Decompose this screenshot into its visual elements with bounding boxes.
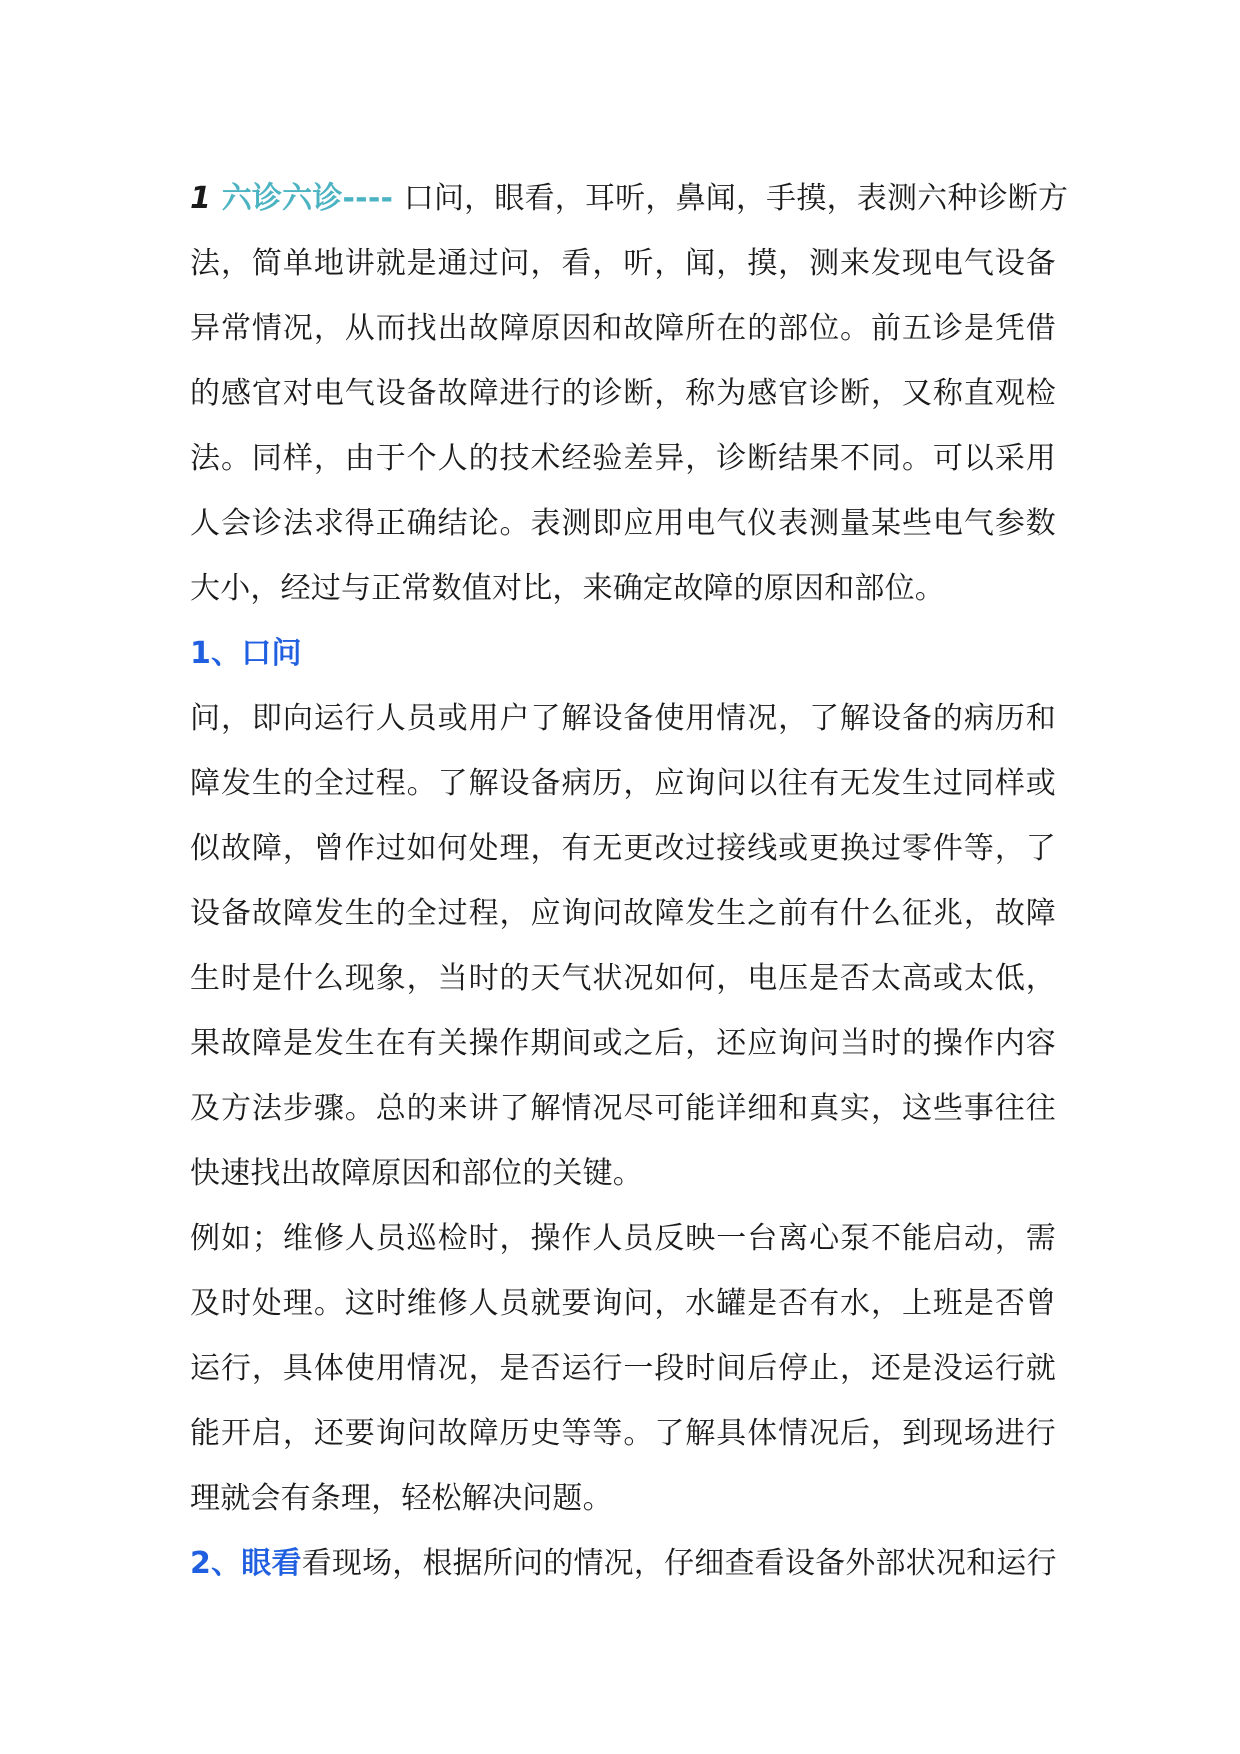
intro-line: 的感官对电气设备故障进行的诊断，称为感官诊断，又称直观检	[190, 376, 1056, 411]
section1-line: 设备故障发生的全过程，应询问故障发生之前有什么征兆，故障	[190, 896, 1056, 931]
section2-text: 看现场，根据所问的情况，仔细查看设备外部状况和运行	[301, 1546, 1057, 1581]
intro-number: 1	[190, 181, 212, 216]
intro-line-1	[190, 166, 1069, 231]
document-page	[190, 166, 1069, 1596]
example-line: 运行，具体使用情况，是否运行一段时间后停止，还是没运行就	[190, 1351, 1056, 1386]
intro-line: 异常情况，从而找出故障原因和故障所在的部位。前五诊是凭借	[190, 311, 1056, 346]
intro-line: 法，简单地讲就是通过问，看，听，闻，摸，测来发现电气设备	[190, 246, 1056, 281]
section1-heading: 1、口问	[190, 636, 302, 671]
section1-line: 生时是什么现象，当时的天气状况如何，电压是否太高或太低，	[190, 961, 1056, 996]
section1-line: 及方法步骤。总的来讲了解情况尽可能详细和真实，这些事往往	[190, 1091, 1056, 1126]
intro-line: 法。同样，由于个人的技术经验差异，诊断结果不同。可以采用	[190, 441, 1056, 476]
example-line: 例如；维修人员巡检时，操作人员反映一台离心泵不能启动，需	[190, 1221, 1056, 1256]
section1-line: 问，即向运行人员或用户了解设备使用情况，了解设备的病历和	[190, 701, 1056, 736]
example-line: 理就会有条理，轻松解决问题。	[190, 1481, 613, 1516]
section1-line: 似故障，曾作过如何处理，有无更改过接线或更换过零件等，了	[190, 831, 1056, 866]
example-line: 能开启，还要询问故障历史等等。了解具体情况后，到现场进行	[190, 1416, 1056, 1451]
intro-text: 口问，眼看，耳听，鼻闻，手摸，表测六种诊断方	[403, 181, 1069, 216]
section2-line-1	[190, 1531, 1056, 1596]
section2-heading: 2、眼看	[190, 1546, 302, 1581]
section1-line: 快速找出故障原因和部位的关键。	[190, 1156, 643, 1191]
section1-line: 障发生的全过程。了解设备病历，应询问以往有无发生过同样或	[190, 766, 1056, 801]
section1-line: 果故障是发生在有关操作期间或之后，还应询问当时的操作内容	[190, 1026, 1056, 1061]
example-line: 及时处理。这时维修人员就要询问，水罐是否有水，上班是否曾	[190, 1286, 1056, 1321]
intro-title: 六诊六诊----	[211, 181, 404, 216]
intro-line: 大小，经过与正常数值对比，来确定故障的原因和部位。	[190, 571, 945, 606]
intro-line: 人会诊法求得正确结论。表测即应用电气仪表测量某些电气参数	[190, 506, 1056, 541]
